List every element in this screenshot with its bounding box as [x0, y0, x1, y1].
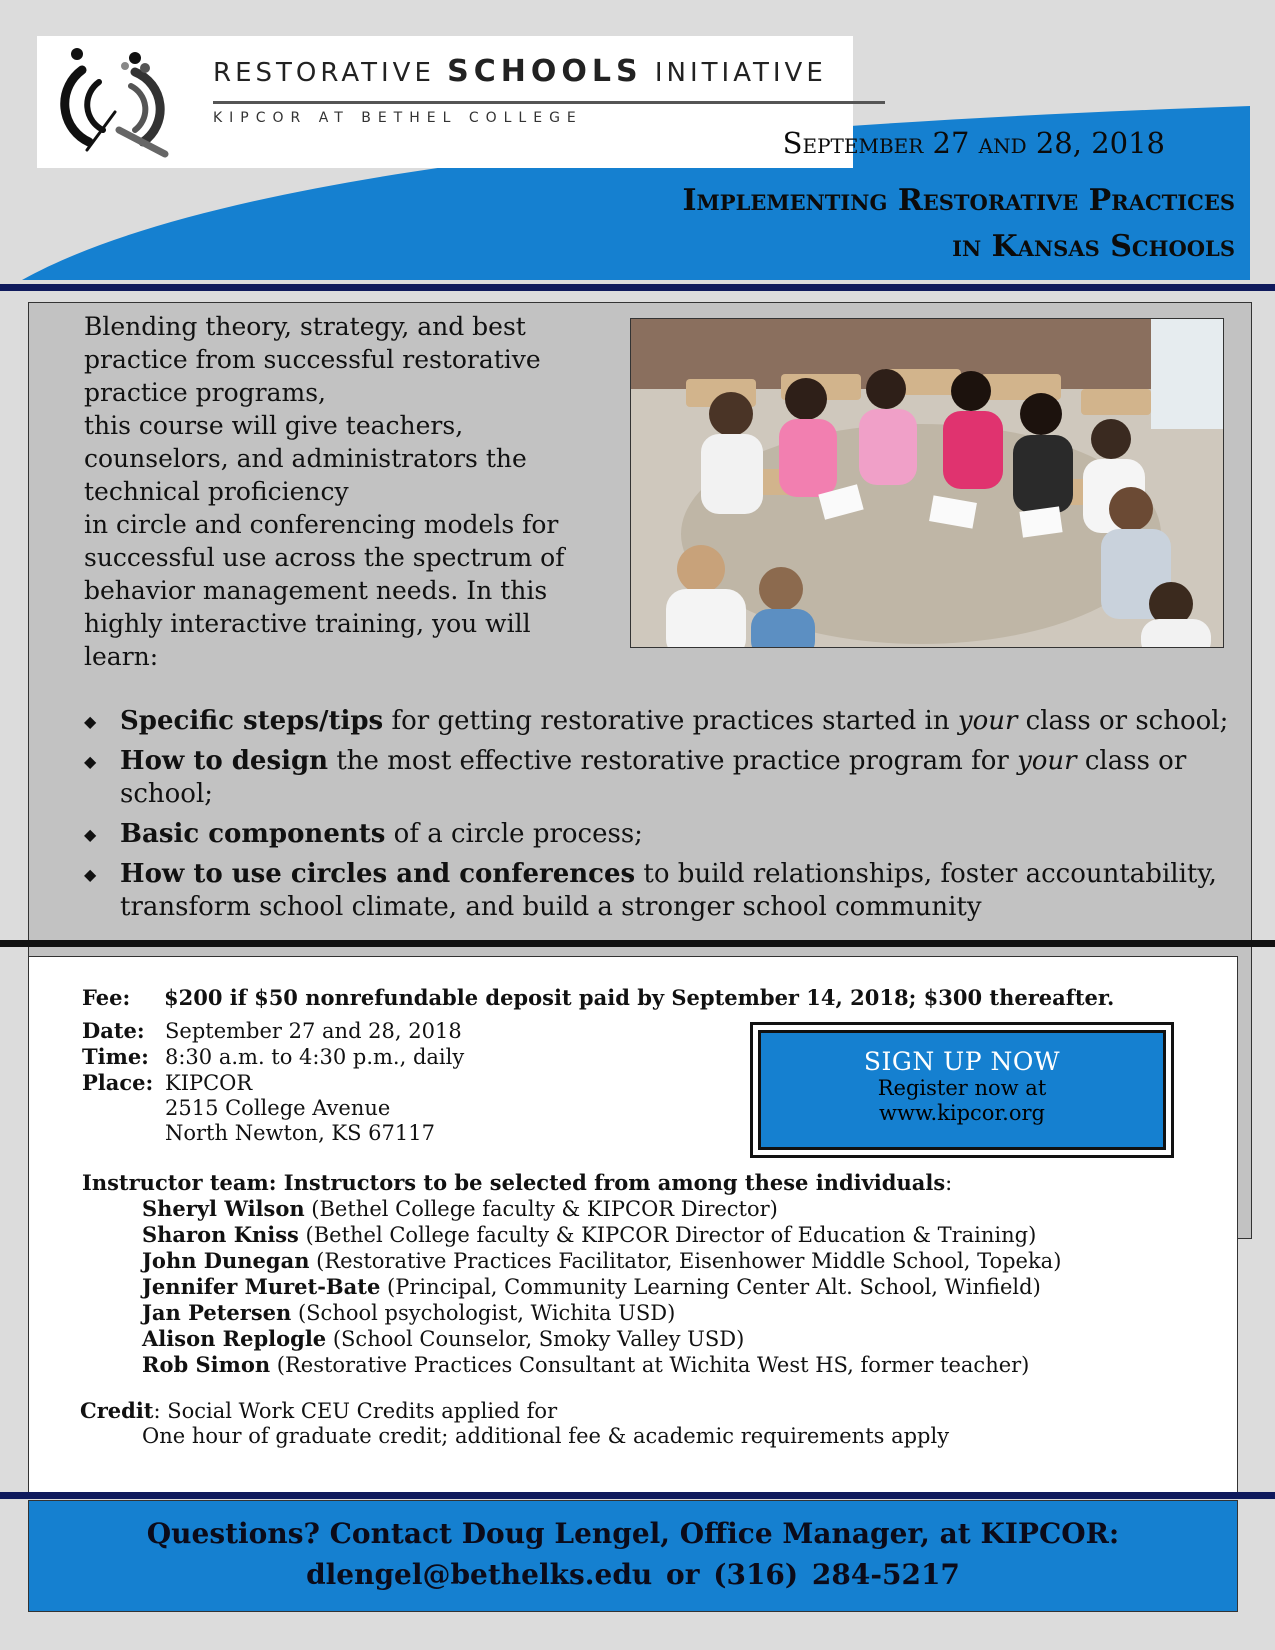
- place-label: Place:: [82, 1070, 154, 1095]
- list-item: [142, 1248, 1061, 1274]
- bullet-4-bold: How to use circles and conferences: [120, 859, 636, 889]
- logo-word-initiative: INITIATIVE: [654, 58, 827, 88]
- instructor-role: (Principal, Community Learning Center Alt. School, Winfield): [380, 1275, 1041, 1299]
- fee-label: Fee:: [82, 985, 131, 1010]
- list-item: [142, 1222, 1061, 1248]
- list-item: [84, 705, 1234, 738]
- sign-up-box-inner[interactable]: [758, 1030, 1166, 1150]
- circle-people-logo-icon: [47, 42, 197, 162]
- bullet-1-bold: Specific steps/tips: [120, 706, 384, 736]
- instructor-role: (School psychologist, Wichita USD): [291, 1301, 676, 1325]
- place-line-3: North Newton, KS 67117: [165, 1121, 435, 1145]
- list-item: [142, 1300, 1061, 1326]
- logo-word-schools: SCHOOLS: [447, 54, 643, 89]
- instructor-role: (School Counselor, Smoky Valley USD): [326, 1327, 745, 1351]
- instructor-role: (Bethel College faculty & KIPCOR Director): [304, 1197, 778, 1221]
- diamond-bullet-icon: ◆: [84, 825, 97, 844]
- time-value: 8:30 a.m. to 4:30 p.m., daily: [165, 1045, 465, 1069]
- instructor-heading: [82, 1170, 1061, 1196]
- date-row: [82, 1018, 464, 1044]
- instructor-name: Sheryl Wilson: [142, 1196, 305, 1221]
- intro-text: [84, 310, 604, 673]
- instructor-name: Sharon Kniss: [142, 1222, 299, 1247]
- contact-or: or: [666, 1558, 700, 1591]
- logo-wordmark: [213, 54, 827, 89]
- header-divider: [0, 284, 1275, 291]
- time-row: [82, 1044, 464, 1070]
- date-value: September 27 and 28, 2018: [165, 1019, 462, 1043]
- section-divider: [0, 940, 1275, 947]
- credit-row: [80, 1398, 949, 1424]
- logo-subtitle: KIPCOR AT BETHEL COLLEGE: [213, 110, 583, 126]
- contact-phone[interactable]: (316) 284-5217: [713, 1558, 960, 1591]
- bullet-4-text: to build relationships, foster accountability, transform school climate, and build a stronger school community: [120, 859, 1217, 922]
- event-date: September 27 and 28, 2018: [782, 126, 1165, 160]
- instructor-role: (Restorative Practices Consultant at Wichita West HS, former teacher): [270, 1353, 1030, 1377]
- contact-email-link[interactable]: dlengel@bethelks.edu: [306, 1558, 653, 1591]
- sign-up-line-1: Register now at: [877, 1076, 1047, 1100]
- event-title-line1: Implementing Restorative Practices: [682, 183, 1235, 218]
- sign-up-box[interactable]: [750, 1022, 1174, 1158]
- instructor-name: Rob Simon: [142, 1352, 271, 1377]
- logo-banner: [37, 36, 853, 168]
- diamond-bullet-icon: ◆: [84, 752, 97, 771]
- registration-link[interactable]: www.kipcor.org: [879, 1101, 1045, 1125]
- learning-outcomes-list: [84, 705, 1234, 931]
- instructor-name: Jan Petersen: [142, 1300, 292, 1325]
- list-item: [84, 858, 1234, 924]
- place-row: [82, 1070, 464, 1096]
- logo-word-restorative: RESTORATIVE: [213, 58, 435, 88]
- bullet-1-italic: your: [957, 706, 1018, 736]
- credit-line-2: One hour of graduate credit; additional fee & academic requirements apply: [142, 1424, 950, 1448]
- bullet-2-bold: How to design: [120, 746, 329, 776]
- bullet-1-text: for getting restorative practices started in: [383, 706, 958, 736]
- list-item: [142, 1196, 1061, 1222]
- students-circle-photo: [630, 318, 1224, 648]
- footer-divider: [0, 1492, 1275, 1499]
- instructor-heading-colon: :: [945, 1171, 953, 1195]
- event-title: [683, 178, 1235, 270]
- event-title-line2: in Kansas Schools: [952, 229, 1235, 264]
- credit-info: [80, 1398, 949, 1449]
- diamond-bullet-icon: ◆: [84, 865, 97, 884]
- intro-paragraph-1: Blending theory, strategy, and best practice from successful restorative practice programs,: [84, 312, 541, 407]
- time-label: Time:: [82, 1044, 149, 1069]
- list-item: [84, 745, 1234, 811]
- contact-details: [29, 1550, 1237, 1591]
- diamond-bullet-icon: ◆: [84, 712, 97, 731]
- instructor-team: [82, 1170, 1061, 1378]
- bullet-3-text: of a circle process;: [385, 819, 643, 849]
- bullet-3-bold: Basic components: [120, 819, 386, 849]
- intro-paragraph-2: this course will give teachers, counselors, and administrators the technical proficiency: [84, 411, 527, 506]
- photo-illustration: [631, 319, 1224, 648]
- date-label: Date:: [82, 1018, 145, 1043]
- fee-row: [82, 985, 1114, 1010]
- list-item: [84, 818, 1234, 851]
- contact-footer: [28, 1500, 1238, 1612]
- fee-value: $200 if $50 nonrefundable deposit paid by September 14, 2018; $300 thereafter.: [164, 985, 1115, 1010]
- logo-divider: [213, 101, 885, 104]
- contact-line: Questions? Contact Doug Lengel, Office Manager, at KIPCOR:: [146, 1517, 1120, 1550]
- place-line-2: 2515 College Avenue: [165, 1096, 391, 1120]
- credit-label: Credit: [80, 1398, 154, 1423]
- list-item: [142, 1352, 1061, 1378]
- instructor-name: John Dunegan: [142, 1248, 310, 1273]
- logistics-block: [82, 1018, 464, 1146]
- instructor-heading-text: Instructor team: Instructors to be selected from among these individuals: [82, 1170, 946, 1195]
- bullet-2-text: the most effective restorative practice program for: [328, 746, 1018, 776]
- instructor-role: (Bethel College faculty & KIPCOR Director of Education & Training): [298, 1223, 1037, 1247]
- sign-up-title: SIGN UP NOW: [863, 1047, 1061, 1076]
- bullet-1-text-end: class or school;: [1017, 706, 1229, 736]
- instructor-name: Alison Replogle: [142, 1326, 327, 1351]
- credit-line-1: : Social Work CEU Credits applied for: [153, 1399, 558, 1423]
- bullet-2-italic: your: [1017, 746, 1077, 776]
- instructor-role: (Restorative Practices Facilitator, Eisenhower Middle School, Topeka): [309, 1249, 1062, 1273]
- instructor-name: Jennifer Muret-Bate: [142, 1274, 381, 1299]
- instructor-list: [82, 1196, 1061, 1378]
- list-item: [142, 1326, 1061, 1352]
- bullet-2-text-end: class or school;: [120, 746, 1187, 809]
- intro-paragraph-3: in circle and conferencing models for successful use across the spectrum of behavior management needs. In this highly interactive training, you will learn:: [84, 510, 565, 671]
- place-line-1: KIPCOR: [165, 1071, 253, 1095]
- list-item: [142, 1274, 1061, 1300]
